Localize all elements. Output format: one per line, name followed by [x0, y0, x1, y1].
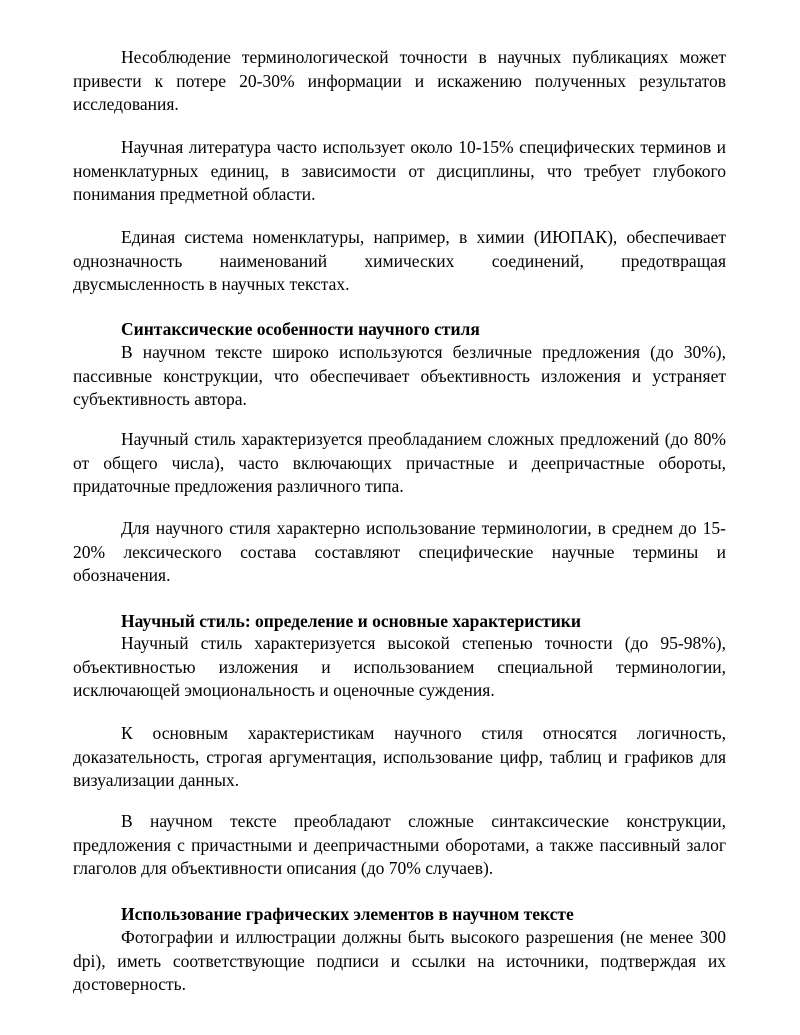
paragraph-impersonal-sentences: В научном тексте широко используются безличные предложения (до 30%), пассивные конструкции, что обеспечивает объективность изложения и устраняет субъективность автора. [73, 342, 726, 409]
paragraph-style-precision: Научный стиль характеризуется высокой степенью точности (до 95-98%), объективностью изложения и использованием специальной терминологии, исключающей эмоциональность и оценочные суждения. [73, 633, 726, 700]
paragraph-nomenclature-system: Единая система номенклатуры, например, в химии (ИЮПАК), обеспечивает однозначность наименований химических соединений, предотвращая двусмысленность в научных текстах. [73, 227, 726, 294]
paragraph-complex-sentences: Научный стиль характеризуется преобладанием сложных предложений (до 80% от общего числа), часто включающих причастные и деепричастные обороты, придаточные предложения различного типа. [73, 429, 726, 496]
heading-graphic-elements: Использование графических элементов в научном тексте [121, 904, 574, 924]
paragraph-main-characteristics: К основным характеристикам научного стиля относятся логичность, доказательность, строгая аргументация, использование цифр, таблиц и графиков для визуализации данных. [73, 723, 726, 790]
paragraph-syntactic-constructions: В научном тексте преобладают сложные синтаксические конструкции, предложения с причастными и деепричастными оборотами, а также пассивный залог глаголов для объективности описания (до 70% случаев). [73, 811, 726, 878]
paragraph-scientific-literature: Научная литература часто использует около 10-15% специфических терминов и номенклатурных единиц, в зависимости от дисциплины, что требует глубокого понимания предметной области. [73, 137, 726, 204]
paragraph-photographs: Фотографии и иллюстрации должны быть высокого разрешения (не менее 300 dpi), иметь соответствующие подписи и ссылки на источники, подтверждая их достоверность. [73, 927, 726, 994]
heading-scientific-style-definition: Научный стиль: определение и основные характеристики [121, 611, 581, 631]
heading-syntactic-features: Синтаксические особенности научного стиля [121, 319, 480, 339]
paragraph-terminology-precision: Несоблюдение терминологической точности в научных публикациях может привести к потере 20-30% информации и искажению полученных результатов исследования. [73, 47, 726, 114]
paragraph-terminology-usage: Для научного стиля характерно использование терминологии, в среднем до 15-20% лексического состава составляют специфические научные термины и обозначения. [73, 518, 726, 585]
